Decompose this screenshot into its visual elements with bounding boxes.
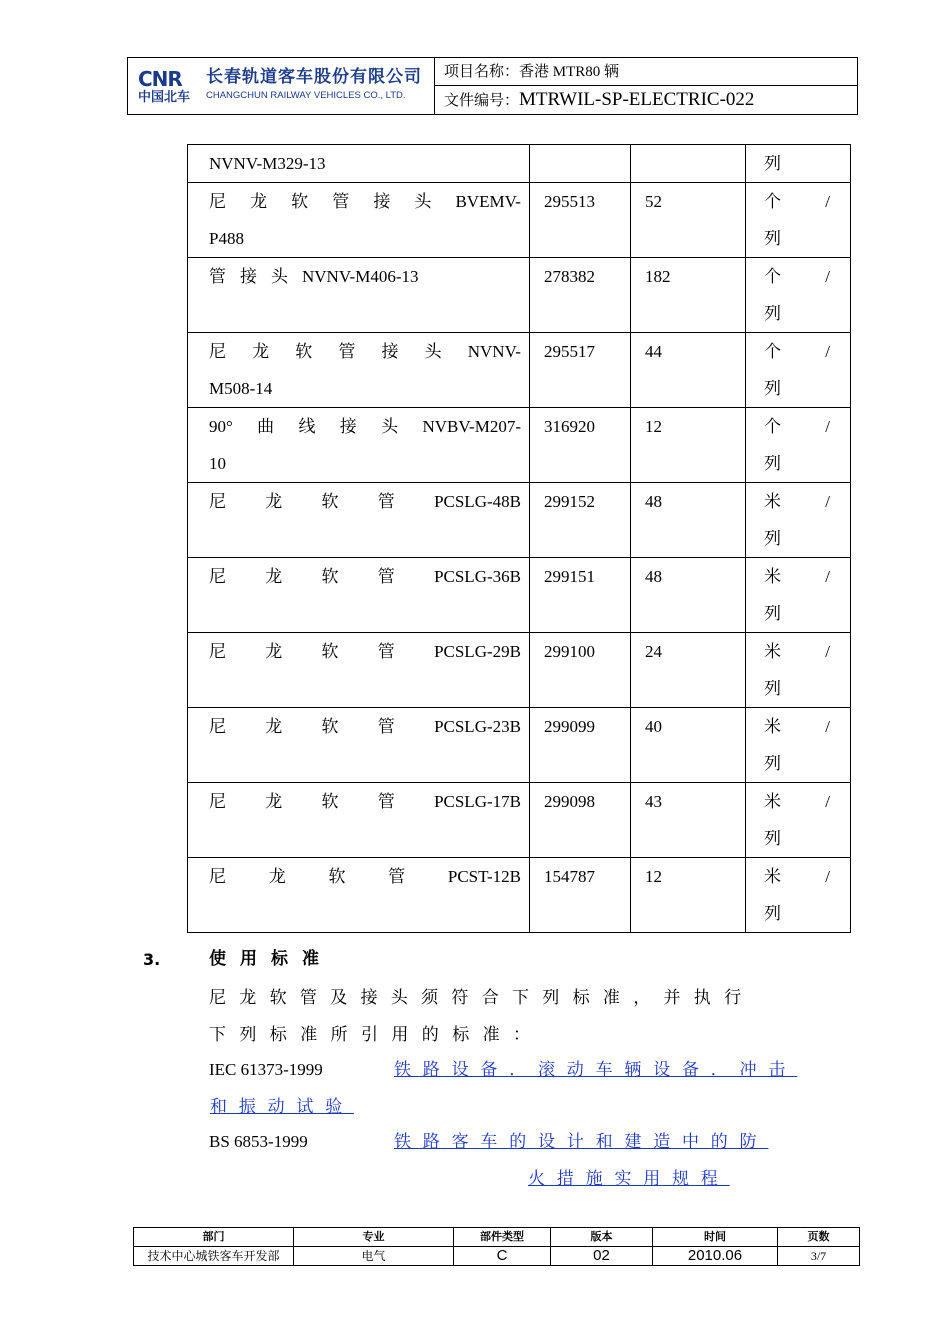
- part-name-cell: [188, 333, 530, 408]
- part-name-token: 管: [338, 342, 356, 361]
- unit-token: 米: [764, 867, 781, 886]
- part-name-line: [209, 145, 521, 182]
- part-name-token: PCSLG-23B: [434, 717, 521, 736]
- unit-line: 列: [764, 904, 781, 923]
- part-name-cell: [188, 708, 530, 783]
- unit-token: 个: [764, 417, 781, 436]
- part-name-token: M508-14: [209, 379, 273, 398]
- part-name-token: 尼: [209, 792, 226, 811]
- parts-table-row: [188, 408, 851, 483]
- unit-line: 列: [764, 229, 781, 248]
- footer-header-cell: 部门: [134, 1228, 294, 1247]
- footer-header-row: [134, 1228, 860, 1247]
- quantity-cell: 182: [631, 258, 746, 333]
- part-number-cell: 154787: [530, 858, 631, 933]
- part-name-token: 管: [377, 642, 395, 661]
- quantity-cell: 40: [631, 708, 746, 783]
- cnr-logo-icon: [138, 68, 200, 106]
- parts-table-row: [188, 483, 851, 558]
- unit-token: 米: [764, 567, 781, 586]
- company-logo: [128, 58, 435, 114]
- document-footer-table: [133, 1227, 860, 1266]
- part-name-token: 尼: [209, 492, 226, 511]
- part-name-token: 龙: [265, 492, 283, 511]
- part-name-token: BVEMV-: [455, 192, 521, 211]
- logo-mark-text: CNR: [138, 67, 182, 91]
- part-name-line: [209, 333, 521, 370]
- quantity-cell: 48: [631, 483, 746, 558]
- document-header: [127, 57, 858, 115]
- part-number-cell: [530, 145, 631, 183]
- part-name-cell: [188, 408, 530, 483]
- part-name-token: 90°: [209, 417, 233, 436]
- part-number-cell: 316920: [530, 408, 631, 483]
- part-name-line: [209, 858, 521, 895]
- docno-label: 文件编号：: [444, 93, 520, 109]
- unit-line: 列: [764, 379, 781, 398]
- part-name-token: 龙: [268, 867, 286, 886]
- part-name-token: 头: [424, 342, 442, 361]
- unit-cell: [746, 333, 851, 408]
- part-name-token: 尼: [209, 342, 226, 361]
- unit-line: [764, 558, 830, 595]
- unit-cell: [746, 408, 851, 483]
- unit-token: 米: [764, 792, 781, 811]
- docno-value: MTRWIL-SP-ELECTRIC-022: [519, 89, 755, 110]
- part-name-cell: [188, 783, 530, 858]
- unit-line: [764, 183, 830, 220]
- project-label: 项目名称：: [444, 64, 520, 80]
- part-name-line: [209, 445, 521, 482]
- section-paragraph-line-2: 下列标准所引用的标准：: [209, 1025, 544, 1044]
- part-name-token: 龙: [265, 642, 283, 661]
- parts-table-row: [188, 258, 851, 333]
- standard-code: IEC 61373-1999: [209, 1060, 323, 1079]
- footer-header-cell: 专业: [294, 1228, 454, 1247]
- quantity-cell: 12: [631, 408, 746, 483]
- part-name-token: 软: [321, 717, 339, 736]
- part-name-token: 软: [321, 792, 339, 811]
- unit-line: [764, 333, 830, 370]
- unit-cell: [746, 483, 851, 558]
- unit-line: [764, 783, 830, 820]
- unit-cell: [746, 183, 851, 258]
- unit-line: 列: [764, 604, 781, 623]
- part-name-token: 软: [321, 492, 339, 511]
- part-name-token: 龙: [250, 192, 268, 211]
- footer-date: 2010.06: [653, 1247, 778, 1266]
- part-number-cell: 299151: [530, 558, 631, 633]
- unit-line: [764, 858, 830, 895]
- unit-line: 列: [764, 529, 781, 548]
- part-name-token: 软: [295, 342, 313, 361]
- part-name-token: 头: [381, 417, 399, 436]
- unit-cell: [746, 145, 851, 183]
- unit-token: /: [825, 642, 830, 661]
- part-name-cell: [188, 258, 530, 333]
- part-name-token: 曲: [257, 417, 275, 436]
- unit-token: /: [825, 267, 830, 286]
- unit-token: /: [825, 342, 830, 361]
- unit-line: [764, 258, 830, 295]
- parts-table-row: [188, 145, 851, 183]
- parts-table: [187, 144, 851, 933]
- part-name-token: PCST-12B: [447, 867, 521, 886]
- company-name-cn: 长春轨道客车股份有限公司: [206, 67, 422, 87]
- standard-title-link[interactable]: 铁路设备．滚动车辆设备．冲击: [394, 1060, 798, 1079]
- part-name-token: 管: [388, 867, 406, 886]
- parts-table-row: [188, 333, 851, 408]
- footer-discipline: 电气: [294, 1247, 454, 1266]
- part-name-token: 管: [377, 717, 395, 736]
- part-name-token: NVBV-M207-: [422, 417, 521, 436]
- unit-line: 列: [764, 154, 781, 173]
- part-name-token: 龙: [265, 567, 283, 586]
- quantity-cell: 12: [631, 858, 746, 933]
- part-name-token: 软: [321, 642, 339, 661]
- part-name-token: 管: [209, 267, 226, 286]
- part-name-token: PCSLG-17B: [434, 792, 521, 811]
- unit-cell: [746, 708, 851, 783]
- part-name-line: [209, 408, 521, 445]
- unit-line: [764, 408, 830, 445]
- part-name-line: [209, 783, 521, 820]
- unit-cell: [746, 783, 851, 858]
- unit-line: 列: [764, 679, 781, 698]
- part-name-token: 线: [298, 417, 316, 436]
- part-name-token: NVNV-M406-13: [302, 267, 419, 286]
- part-name-cell: [188, 558, 530, 633]
- unit-line: 列: [764, 829, 781, 848]
- part-name-line: [209, 483, 521, 520]
- unit-token: 个: [764, 192, 781, 211]
- part-number-cell: 299099: [530, 708, 631, 783]
- part-name-token: 龙: [252, 342, 270, 361]
- part-name-token: 接: [240, 267, 257, 286]
- parts-table-body: [188, 145, 851, 933]
- part-name-cell: [188, 858, 530, 933]
- standard-code: BS 6853-1999: [209, 1132, 308, 1151]
- section-paragraph-line-1: 尼龙软管及接头须符合下列标准，并执行: [209, 988, 755, 1007]
- unit-line: [764, 633, 830, 670]
- parts-table-row: [188, 783, 851, 858]
- project-value: 香港 MTR80 辆: [519, 64, 620, 80]
- part-name-token: 尼: [209, 567, 226, 586]
- standard-title-link[interactable]: 铁路客车的设计和建造中的防: [394, 1132, 769, 1151]
- footer-header-cell: 部件类型: [454, 1228, 551, 1247]
- part-name-token: 10: [209, 454, 226, 473]
- company-name-en: CHANGCHUN RAILWAY VEHICLES CO., LTD.: [206, 90, 406, 101]
- part-number-cell: 278382: [530, 258, 631, 333]
- unit-line: [764, 708, 830, 745]
- quantity-cell: 44: [631, 333, 746, 408]
- part-name-token: 管: [377, 567, 395, 586]
- part-number-cell: 299152: [530, 483, 631, 558]
- part-name-token: 头: [414, 192, 432, 211]
- unit-token: 米: [764, 492, 781, 511]
- part-name-token: 软: [291, 192, 309, 211]
- part-name-token: 软: [321, 567, 339, 586]
- unit-token: /: [825, 192, 830, 211]
- part-name-cell: [188, 183, 530, 258]
- part-name-line: [209, 183, 521, 220]
- part-name-token: 头: [271, 267, 288, 286]
- part-name-line: [209, 633, 521, 670]
- unit-token: /: [825, 417, 830, 436]
- unit-token: 米: [764, 642, 781, 661]
- part-name-token: 龙: [265, 792, 283, 811]
- part-name-token: P488: [209, 229, 244, 248]
- footer-header-cell: 版本: [551, 1228, 653, 1247]
- section-number: 3.: [143, 950, 161, 969]
- part-name-token: PCSLG-48B: [434, 492, 521, 511]
- unit-cell: [746, 633, 851, 708]
- unit-line: [764, 483, 830, 520]
- parts-table-row: [188, 558, 851, 633]
- part-number-cell: 299100: [530, 633, 631, 708]
- unit-token: 个: [764, 267, 781, 286]
- section-title: 使用标准: [209, 949, 333, 968]
- part-name-line: [209, 558, 521, 595]
- part-name-cell: [188, 145, 530, 183]
- unit-token: /: [825, 717, 830, 736]
- footer-value-row: [134, 1247, 860, 1266]
- part-name-token: 管: [332, 192, 350, 211]
- footer-header-cell: 时间: [653, 1228, 778, 1247]
- logo-sub-text: 中国北车: [138, 90, 191, 105]
- part-number-cell: 299098: [530, 783, 631, 858]
- footer-part-type: C: [454, 1247, 551, 1266]
- quantity-cell: 43: [631, 783, 746, 858]
- unit-token: 米: [764, 717, 781, 736]
- part-name-token: NVNV-: [467, 342, 521, 361]
- project-name-row: [434, 58, 857, 86]
- quantity-cell: [631, 145, 746, 183]
- standard-title-link-cont[interactable]: 火措施实用规程: [528, 1169, 730, 1188]
- unit-token: /: [825, 492, 830, 511]
- part-name-cell: [188, 633, 530, 708]
- parts-table-row: [188, 183, 851, 258]
- part-name-token: PCSLG-29B: [434, 642, 521, 661]
- document-number-row: [434, 86, 857, 114]
- part-name-token: 接: [373, 192, 391, 211]
- parts-table-row: [188, 708, 851, 783]
- unit-cell: [746, 858, 851, 933]
- unit-token: /: [825, 792, 830, 811]
- footer-version: 02: [551, 1247, 653, 1266]
- unit-line: 列: [764, 754, 781, 773]
- parts-table-row: [188, 633, 851, 708]
- unit-line: 列: [764, 304, 781, 323]
- part-name-token: 尼: [209, 192, 226, 211]
- quantity-cell: 24: [631, 633, 746, 708]
- part-name-token: 接: [339, 417, 357, 436]
- part-number-cell: 295513: [530, 183, 631, 258]
- part-name-token: NVNV-M329-13: [209, 154, 326, 173]
- unit-line: 列: [764, 454, 781, 473]
- part-number-cell: 295517: [530, 333, 631, 408]
- standard-title-link-cont[interactable]: 和振动试验: [210, 1097, 354, 1116]
- quantity-cell: 48: [631, 558, 746, 633]
- part-name-cell: [188, 483, 530, 558]
- part-name-token: 管: [377, 492, 395, 511]
- part-name-line: [209, 370, 521, 407]
- part-name-token: PCSLG-36B: [434, 567, 521, 586]
- part-name-token: 龙: [265, 717, 283, 736]
- quantity-cell: 52: [631, 183, 746, 258]
- part-name-token: 接: [381, 342, 399, 361]
- part-name-token: 管: [377, 792, 395, 811]
- part-name-line: [209, 258, 521, 295]
- footer-page: 3/7: [778, 1247, 860, 1266]
- unit-token: /: [825, 567, 830, 586]
- unit-token: 个: [764, 342, 781, 361]
- part-name-token: 软: [328, 867, 346, 886]
- part-name-line: [209, 220, 521, 257]
- footer-header-cell: 页数: [778, 1228, 860, 1247]
- part-name-token: 尼: [209, 642, 226, 661]
- part-name-line: [209, 708, 521, 745]
- parts-table-row: [188, 858, 851, 933]
- unit-token: /: [825, 867, 830, 886]
- part-name-token: 尼: [209, 717, 226, 736]
- footer-department: 技术中心城铁客车开发部: [134, 1247, 294, 1266]
- unit-cell: [746, 258, 851, 333]
- part-name-token: 尼: [209, 867, 226, 886]
- unit-cell: [746, 558, 851, 633]
